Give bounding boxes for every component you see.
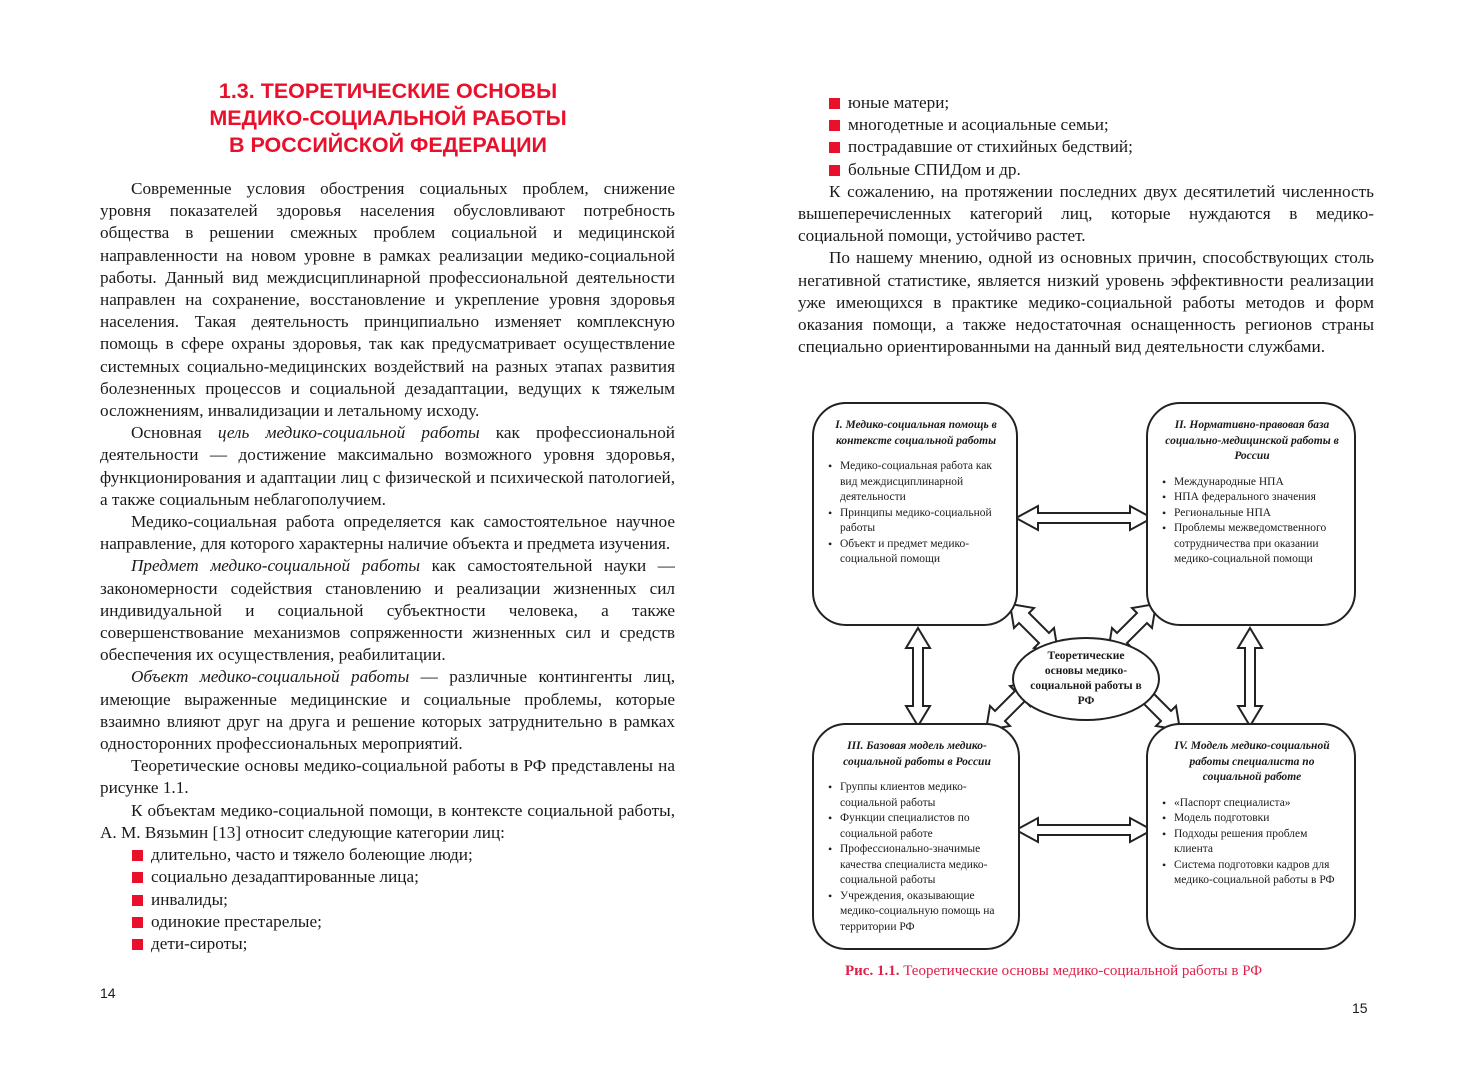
double-arrow-horizontal-top (1016, 506, 1152, 530)
box-item: • Функции специалистов по социальной работе (826, 811, 1008, 842)
list-item: длительно, часто и тяжело болеющие люди; (131, 844, 675, 866)
page-number-left: 14 (100, 985, 116, 1001)
box-item: • Модель подготовки (1160, 811, 1344, 827)
diagram-box-4: IV. Модель медико-социальной работы специалиста по социальной работе • «Паспорт специалиста» • Модель подготовки • Подходы решения проблем клиента • Система подготовки кадров для медико-социальной работы в РФ (1146, 723, 1356, 950)
page-number-right: 15 (1352, 1000, 1368, 1016)
box-item: • Система подготовки кадров для медико-социальной работы в РФ (1160, 858, 1344, 889)
box-item: • Подходы решения проблем клиента (1160, 827, 1344, 858)
box-item: • Группы клиентов медико-социальной работы (826, 780, 1008, 811)
box-item: • Принципы медико-социальной работы (826, 506, 1006, 537)
diagram-box-3: III. Базовая модель медико-социальной работы в России • Группы клиентов медико-социальной работы • Функции специалистов по социальной работе • Профессионально-значимые качества специалиста медико-социальной работы • Учреждения, оказывающие медико-социальную помощь на территории РФ (812, 723, 1020, 950)
box-item: • Объект и предмет медико-социальной помощи (826, 537, 1006, 568)
list-item: многодетные и асоциальные семьи; (828, 114, 1404, 136)
list-item: одинокие престарелые; (131, 911, 675, 933)
diagram-box-1: I. Медико-социальная помощь в контексте социальной работы • Медико-социальная работа как вид междисциплинарной деятельности • Принципы медико-социальной работы • Объект и предмет медико-социальной помощи (812, 402, 1018, 626)
box-item: • Региональные НПА (1160, 506, 1344, 522)
box-item: • Учреждения, оказывающие медико-социальную помощь на территории РФ (826, 889, 1008, 936)
paragraph: К сожалению, на протяжении последних двух десятилетий численность вышеперечисленных категорий лиц, которые нуждаются в медико-социальной помощи, устойчиво растет. (798, 181, 1374, 246)
box-item: • Профессионально-значимые качества специалиста медико-социальной работы (826, 842, 1008, 889)
list-item: дети-сироты; (131, 933, 675, 955)
double-arrow-horizontal-bottom (1016, 818, 1152, 842)
box-item: • Международные НПА (1160, 475, 1344, 491)
box-item: • НПА федерального значения (1160, 490, 1344, 506)
double-arrow-vertical-right (1238, 628, 1262, 726)
double-arrow-vertical-left (906, 628, 930, 726)
paragraph: Медико-социальная работа определяется как самостоятельное научное направление, для которого характерны наличие объекта и предмета изучения. (100, 512, 675, 554)
list-item: социально дезадаптированные лица; (131, 866, 675, 888)
box-item: • Медико-социальная работа как вид междисциплинарной деятельности (826, 459, 1006, 506)
paragraph: Объект медико-социальной работы — различные контингенты лиц, имеющие выраженные медицинские и социальные проблемы, которые взаимно влияют друг на друга и решение которых затруднительно в рамках односторонних профессиональных мероприятий. (100, 667, 675, 754)
paragraph: Основная цель медико-социальной работы как профессиональной деятельности — достижение максимально возможного уровня здоровья, функционирования и адаптации лиц с физической и психической патологией, а также социальным неблагополучием. (100, 423, 675, 509)
paragraph: По нашему мнению, одной из основных причин, способствующих столь негативной статистике, является низкий уровень эффективности реализации уже имеющихся в практике медико-социальной работы методов и форм оказания помощи, а также недостаточная оснащенность регионов страны специально ориентированными на данный вид деятельности службами. (798, 248, 1374, 357)
box-item: • «Паспорт специалиста» (1160, 796, 1344, 812)
paragraph: Теоретические основы медико-социальной работы в РФ представлены на рисунке 1.1. (100, 756, 675, 798)
list-item: юные матери; (828, 92, 1404, 114)
list-item: инвалиды; (131, 889, 675, 911)
list-item: пострадавшие от стихийных бедствий; (828, 136, 1404, 158)
diagram-center-ellipse: Теоретические основы медико-социальной работы в РФ (1012, 637, 1160, 721)
figure-caption: Рис. 1.1. Теоретические основы медико-социальной работы в РФ (845, 963, 1263, 979)
list-item: больные СПИДом и др. (828, 159, 1404, 181)
paragraph: Современные условия обострения социальных проблем, снижение уровня показателей здоровья населения обусловливают потребность общества в решении смежных проблем социальной и медицинской направленности на новом уровне в рамках реализации медико-социальной работы. Данный вид междисциплинарной профессиональной деятельности направлен на сохранение, восстановление и укрепление уровня здоровья населения. Такая деятельность принципиально изменяет комплексную помощь в сфере охраны здоровья, так как предусматривает осуществление системных социально-медицинских воздействий на разных этапах развития болезненных процессов и социальной дезадаптации, ведущих к тяжелым осложнениям, инвалидизации и летальному исходу. (100, 179, 675, 421)
diagram-box-2: II. Нормативно-правовая база социально-медицинской работы в России • Международные НПА • НПА федерального значения • Региональные НПА • Проблемы межведомственного сотрудничества при оказании медико-социальной помощи (1146, 402, 1356, 626)
paragraph: Предмет медико-социальной работы как самостоятельной науки — закономерности содействия становлению и реализации жизненных сил индивидуальной и социальной субъектности человека, а также совершенствование механизмов сопряженности жизненных сил и средств обеспечения их осуществления, реабилитации. (100, 556, 675, 665)
box-item: • Проблемы межведомственного сотрудничества при оказании медико-социальной помощи (1160, 521, 1344, 568)
section-title: 1.3. ТЕОРЕТИЧЕСКИЕ ОСНОВЫ МЕДИКО-СОЦИАЛЬНОЙ РАБОТЫ В РОССИЙСКОЙ ФЕДЕРАЦИИ (209, 79, 567, 157)
paragraph: К объектам медико-социальной помощи, в контексте социальной работы, А. М. Вязьмин [13] относит следующие категории лиц: (100, 800, 675, 842)
